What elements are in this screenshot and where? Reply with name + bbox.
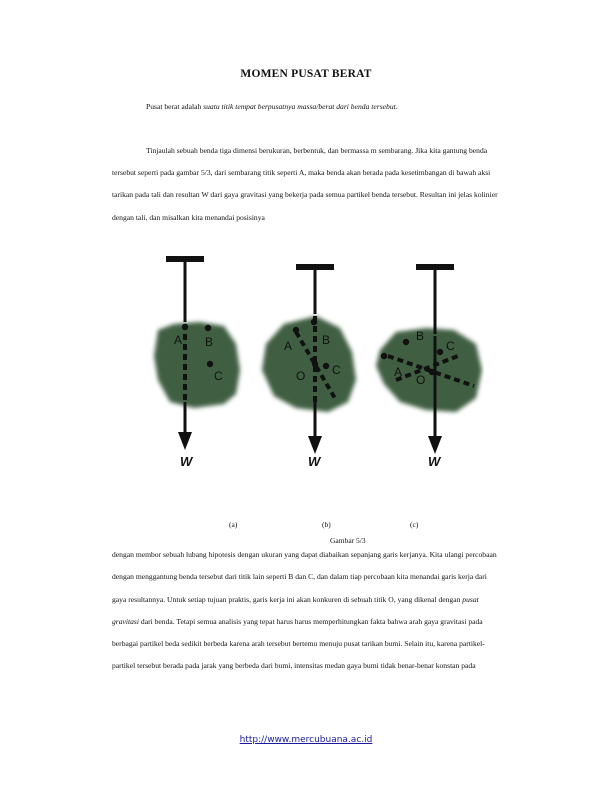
label-c-a: C [214,369,223,383]
label-a-a: A [174,333,183,347]
panel-caption-b: (b) [322,520,331,529]
definition-emphasis: suatu titik tempat berpusatnya massa/berat dari benda tersebut [203,102,396,111]
footer-url-link[interactable]: http://www.mercubuana.ac.id [239,735,373,745]
label-a-c: A [394,365,403,379]
point-o-c [429,369,435,375]
body-paragraph-2-part2: dari benda. Tetapi semua analisis yang tepat harus harus memperhitungkan fakta bahwa arah gaya gravitasi pada berbagai partikel beda sedikit berbeda karena arah tersebut bertemu menuju pusat tarikan bumi. Selain itu, karena partikel-partikel tersebut berada pada jarak yang berbeda dari bumi, intensitas medan gaya bumi tidak benar-benar konstan pada [112,616,485,671]
label-o-c: O [416,373,426,387]
body-paragraph-2 [112,544,502,678]
point-c-c [437,349,443,355]
page-title: MOMEN PUSAT BERAT [240,68,372,80]
arrow-head-a [178,432,192,450]
weight-label-b: W [308,454,321,469]
point-a-b [293,327,299,333]
point-b-c [403,339,409,345]
point-b-b [311,319,317,325]
label-b-b: B [322,333,331,347]
arrow-head-c [428,436,442,454]
point-b-a [205,325,211,331]
definition-end: . [395,102,398,111]
panel-b [262,264,356,469]
label-o-b: O [296,369,306,383]
weight-label-c: W [428,454,441,469]
body-paragraph-1-text: Tinjaulah sebuah benda tiga dimensi berukuran, berbentuk, dan bermassa m sembarang. Jika kita gantung benda tersebut seperti pada gambar 5/3, dari sembarang titik seperti A, maka benda akan berada pada kesetimbangan di bawah aksi tarikan pada tali dan resultan W dari gaya gravitasi yang bekerja pada semua partikel benda tersebut. Resultan ini jelas kolinier dengan tali, dan misalkan kita menandai posisinya [112,146,498,222]
panel-a [154,256,240,469]
point-c-a [207,361,213,367]
arrow-head-b [308,436,322,454]
label-b-a: B [205,335,214,349]
point-a-a [182,324,188,330]
label-b-c: B [416,329,425,343]
label-c-b: C [332,363,341,377]
label-c-c: C [446,339,455,353]
panel-caption-a: (a) [229,520,238,529]
body-paragraph-2-emphasis: pusat gravitasi [112,594,479,626]
body-shape-b [262,316,356,412]
point-a-c [381,353,387,359]
figure-drawing [144,252,484,514]
figure-caption: Gambar 5/3 [330,536,366,545]
point-o-b [312,361,318,367]
weight-label-a: W [180,454,193,469]
body-shape-a [154,322,240,408]
panel-caption-c: (c) [410,520,419,529]
definition-paragraph [112,96,502,118]
body-paragraph-2-part1: dengan membor sebuah lubang hipotesis dengan ukuran yang dapat diabaikan sepanjang garis kerjanya. Kita ulangi percobaan dengan menggantung benda tersebut dari titik lain seperti B dan C, dan dalam tiap percobaan kita menandai garis kerja dari gaya resultannya. Untuk setiap tujuan praktis, garis kerja ini akan konkuren di sebuah titik O, yang dikenal dengan [112,550,497,604]
body-paragraph-1 [112,140,502,229]
figure-5-3 [144,252,484,514]
label-a-b: A [284,339,293,353]
panel-c [376,264,482,469]
definition-lead: Pusat berat adalah [146,102,204,111]
point-c-b [323,363,329,369]
